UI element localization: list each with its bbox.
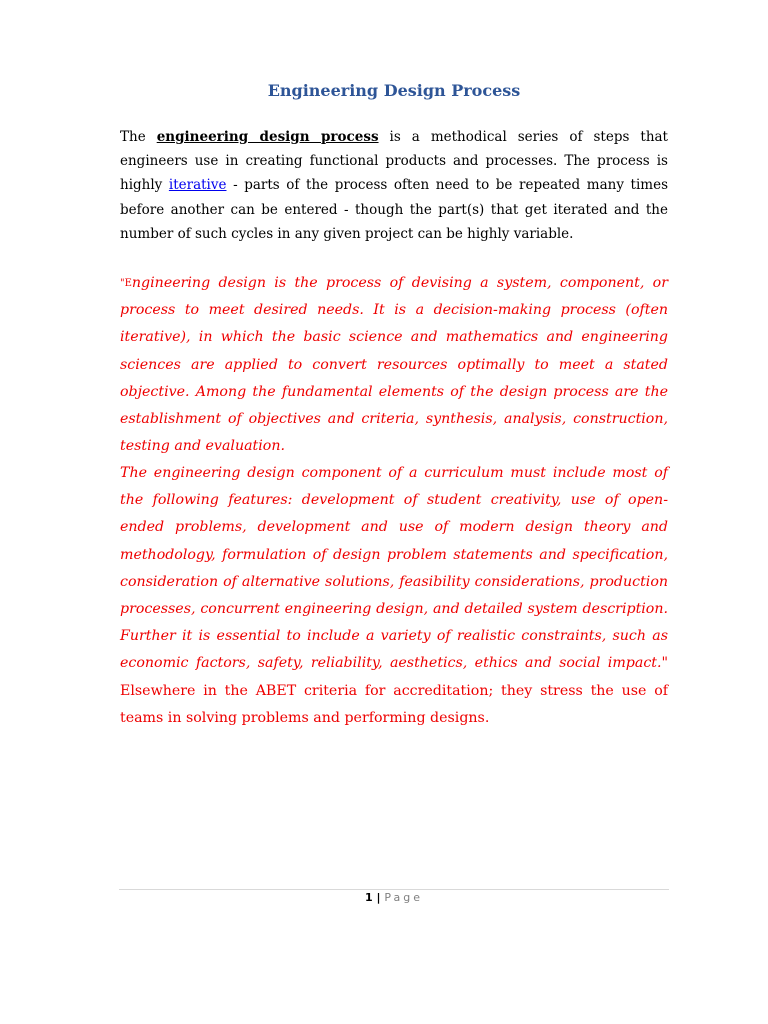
- page-word: Page: [384, 891, 423, 904]
- intro-text-1: is a methodical series of steps that engineers use in creating functional products and processes. The process is highly: [120, 129, 668, 194]
- quote-1-text: ngineering design is the process of devising a system, component, or process to meet desired needs. It is a decision-making process (often iterative), in which the basic science and mathematics and engineering sciences are applied to convert resources optimally to meet a stated objective. Among the fundamental elements of the design process are the establishment of objectives and criteria, synthesis, analysis, construction, testing and evaluation.: [120, 275, 668, 455]
- page-number: 1: [365, 891, 373, 904]
- intro-lead: The: [120, 129, 157, 145]
- intro-term: engineering design process: [156, 129, 379, 145]
- page-title: Engineering Design Process: [267, 81, 521, 100]
- intro-text-2: - parts of the process often need to be repeated many times before another can be entered - though the part(s) that get iterated and the number of such cycles in any given project can be highly variable.: [120, 177, 668, 242]
- quote-2-trailing-text: Elsewhere in the ABET criteria for accreditation; they stress the use of teams in solving problems and performing designs.: [120, 682, 668, 726]
- page-footer: [0, 890, 768, 906]
- quote-open-mark: ": [120, 278, 125, 289]
- footer-separator: |: [372, 891, 385, 904]
- intro-paragraph: [120, 125, 668, 246]
- quote-first-letter: E: [124, 278, 132, 289]
- quote-paragraph-1: [120, 270, 668, 460]
- quote-2-text: The engineering design component of a curriculum must include most of the following features: development of student creativity, use of open-ended problems, development and use of modern design theory and methodology, formulation of design problem statements and specification, consideration of alternative solutions, feasibility considerations, production processes, concurrent engineering design, and detailed system description. Further it is essential to include a variety of realistic constraints, such as economic factors, safety, reliability, aesthetics, ethics and social impact.": [120, 465, 668, 672]
- quote-paragraph-2: [120, 460, 668, 732]
- iterative-link[interactable]: iterative: [168, 177, 227, 194]
